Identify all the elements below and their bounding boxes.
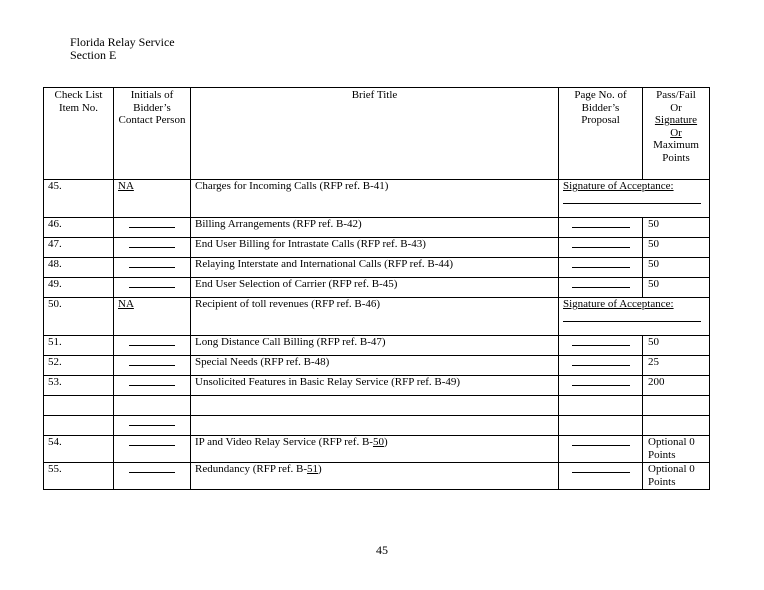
initials-blank[interactable]	[114, 376, 191, 396]
page-no-blank[interactable]	[559, 356, 643, 376]
brief-title: Billing Arrangements (RFP ref. B-42)	[191, 218, 559, 238]
initials-blank[interactable]	[114, 356, 191, 376]
initials-blank[interactable]	[114, 463, 191, 490]
signature-cell[interactable]	[559, 298, 710, 336]
initials-blank[interactable]	[114, 336, 191, 356]
page-no-blank[interactable]	[559, 278, 643, 298]
item-no: 53.	[44, 376, 114, 396]
header-item-no: Check List Item No.	[44, 88, 114, 180]
table-row	[44, 218, 710, 238]
header-pass-fail: Pass/Fail Or Signature Or Maximum Points	[643, 88, 710, 180]
brief-title: Relaying Interstate and International Calls (RFP ref. B-44)	[191, 258, 559, 278]
max-points: Optional 0 Points	[643, 436, 710, 463]
item-no: 49.	[44, 278, 114, 298]
table-row	[44, 258, 710, 278]
item-no: 55.	[44, 463, 114, 490]
table-row-empty	[44, 416, 710, 436]
page-no-blank[interactable]	[559, 376, 643, 396]
brief-title: Unsolicited Features in Basic Relay Service (RFP ref. B-49)	[191, 376, 559, 396]
max-points: 200	[643, 376, 710, 396]
table-row	[44, 336, 710, 356]
initials-cell	[114, 180, 191, 218]
header-line-1: Florida Relay Service	[70, 35, 175, 49]
signature-line[interactable]	[563, 203, 701, 204]
item-no: 48.	[44, 258, 114, 278]
brief-title: End User Billing for Intrastate Calls (RFP ref. B-43)	[191, 238, 559, 258]
header-initials: Initials of Bidder’s Contact Person	[114, 88, 191, 180]
page-no-blank[interactable]	[559, 336, 643, 356]
table-row	[44, 463, 710, 490]
max-points: Optional 0 Points	[643, 463, 710, 490]
max-points: 50	[643, 218, 710, 238]
page-number: 45	[376, 543, 388, 557]
brief-title: IP and Video Relay Service (RFP ref. B-50)	[191, 436, 559, 463]
max-points: 50	[643, 278, 710, 298]
brief-title: Recipient of toll revenues (RFP ref. B-46)	[191, 298, 559, 336]
item-no: 51.	[44, 336, 114, 356]
item-no: 45.	[44, 180, 114, 218]
signature-line[interactable]	[563, 321, 701, 322]
document-header	[70, 36, 175, 62]
brief-title: End User Selection of Carrier (RFP ref. B-45)	[191, 278, 559, 298]
table-row	[44, 298, 710, 336]
header-brief-title: Brief Title	[191, 88, 559, 180]
page-no-blank[interactable]	[559, 218, 643, 238]
signature-label: Signature of Acceptance:	[563, 298, 674, 310]
table-row-empty	[44, 396, 710, 416]
item-no: 46.	[44, 218, 114, 238]
page-no-blank[interactable]	[559, 258, 643, 278]
signature-label: Signature of Acceptance:	[563, 180, 674, 192]
table-row	[44, 376, 710, 396]
initials-blank[interactable]	[114, 436, 191, 463]
table-row	[44, 356, 710, 376]
item-no: 47.	[44, 238, 114, 258]
header-row	[44, 88, 710, 180]
initials-na: NA	[118, 180, 134, 192]
page-no-blank[interactable]	[559, 238, 643, 258]
initials-cell	[114, 298, 191, 336]
initials-blank[interactable]	[114, 416, 191, 436]
page-no-blank[interactable]	[559, 463, 643, 490]
page-no-blank[interactable]	[559, 436, 643, 463]
max-points: 50	[643, 258, 710, 278]
table-row	[44, 436, 710, 463]
checklist-table	[43, 87, 710, 490]
item-no: 52.	[44, 356, 114, 376]
item-no: 54.	[44, 436, 114, 463]
max-points: 50	[643, 336, 710, 356]
initials-blank[interactable]	[114, 218, 191, 238]
brief-title: Long Distance Call Billing (RFP ref. B-47)	[191, 336, 559, 356]
signature-cell[interactable]	[559, 180, 710, 218]
initials-blank[interactable]	[114, 278, 191, 298]
item-no: 50.	[44, 298, 114, 336]
table-row	[44, 180, 710, 218]
brief-title: Special Needs (RFP ref. B-48)	[191, 356, 559, 376]
brief-title: Redundancy (RFP ref. B-51)	[191, 463, 559, 490]
table-row	[44, 238, 710, 258]
max-points: 25	[643, 356, 710, 376]
max-points: 50	[643, 238, 710, 258]
initials-blank[interactable]	[114, 258, 191, 278]
initials-blank[interactable]	[114, 238, 191, 258]
table-row	[44, 278, 710, 298]
header-line-2: Section E	[70, 48, 117, 62]
brief-title: Charges for Incoming Calls (RFP ref. B-41)	[191, 180, 559, 218]
header-page-no: Page No. of Bidder’s Proposal	[559, 88, 643, 180]
initials-na: NA	[118, 298, 134, 310]
